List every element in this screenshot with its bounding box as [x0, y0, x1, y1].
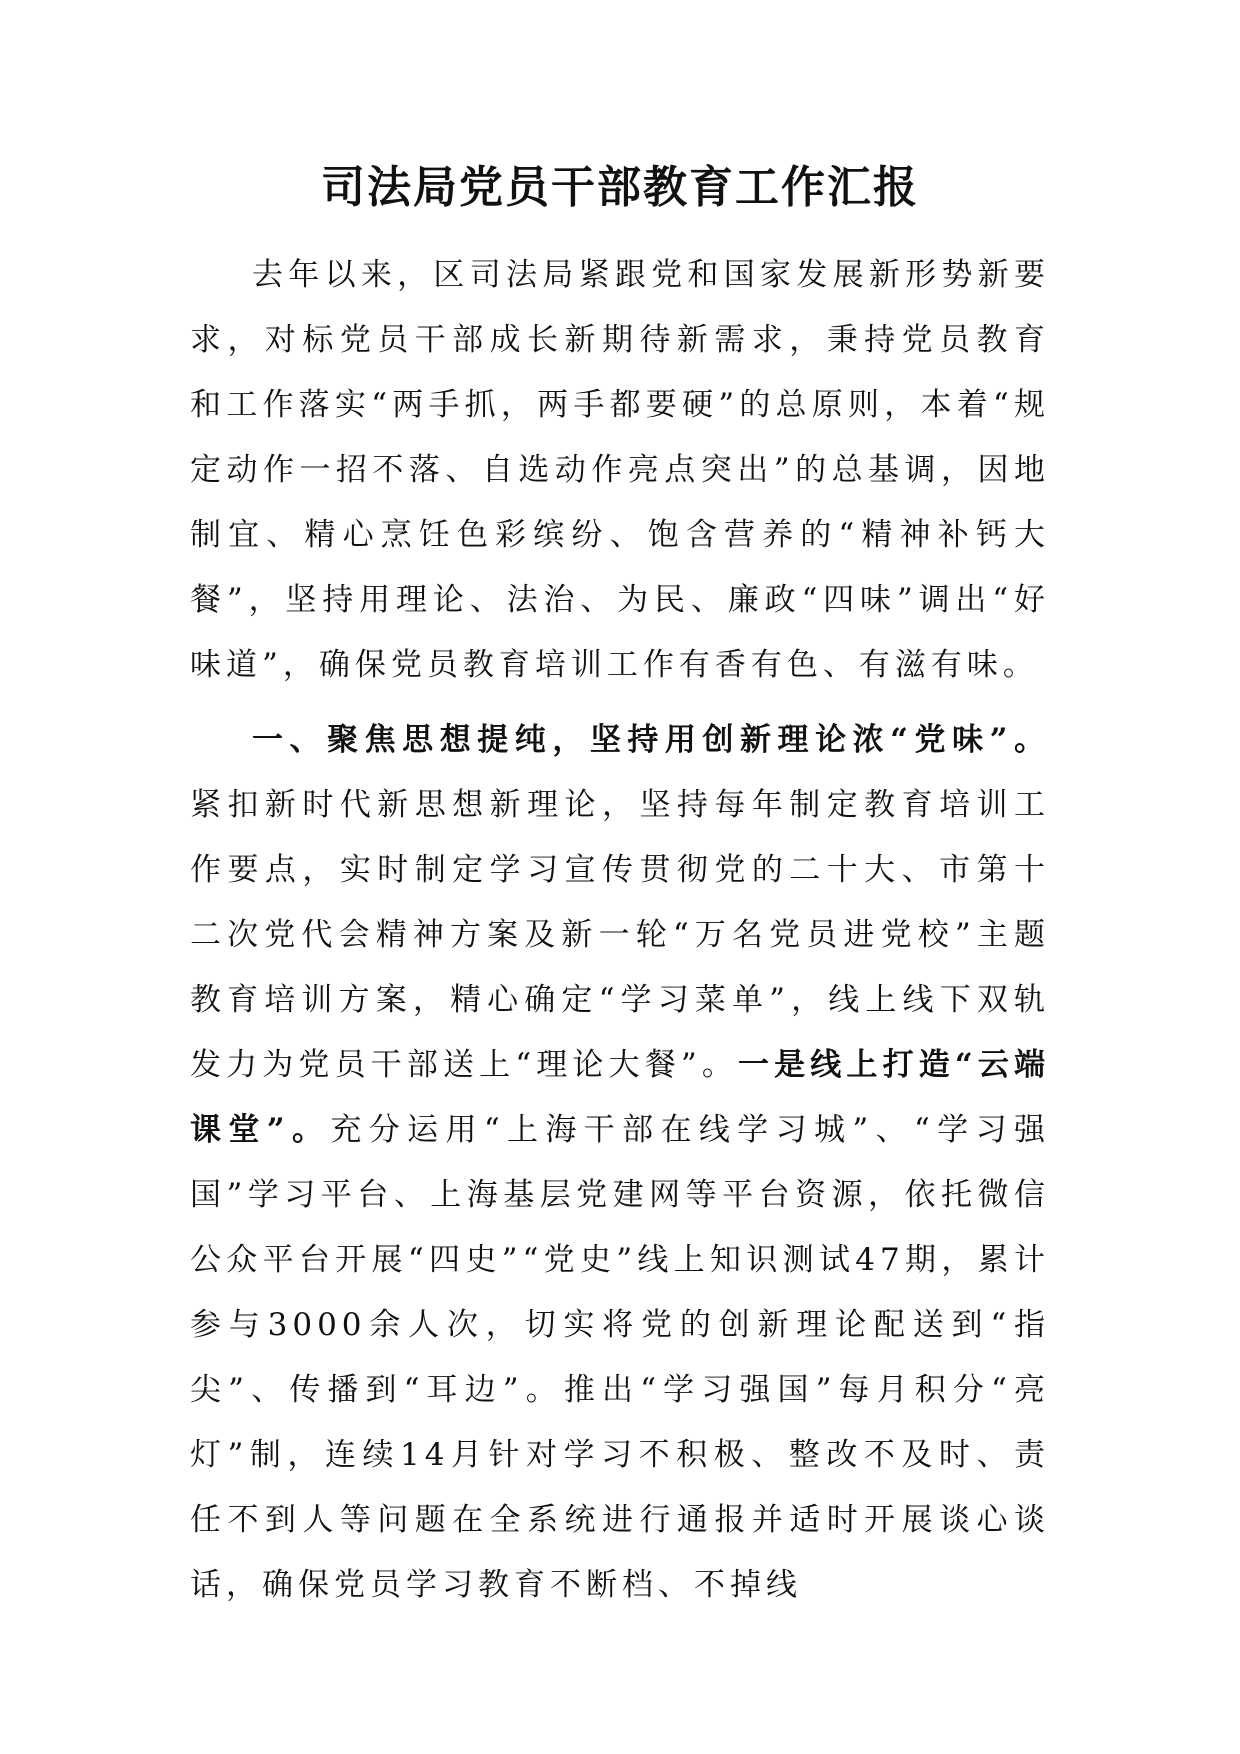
intro-paragraph: 去年以来，区司法局紧跟党和国家发展新形势新要求，对标党员干部成长新期待新需求，秉持党员教育和工作落实“两手抓，两手都要硬”的总原则，本着“规定动作一招不落、自选动作亮点突出”的总基调，因地制宜、精心烹饪色彩缤纷、饱含营养的“精神补钙大餐”，坚持用理论、法治、为民、廉政“四味”调出“好味道”，确保党员教育培训工作有香有色、有滋有味。: [190, 257, 1050, 683]
section-1-heading: 一、聚焦思想提纯，坚持用创新理论浓“党味”。: [252, 722, 1050, 758]
section-1-text-a: 紧扣新时代新思想新理论，坚持每年制定教育培训工作要点，实时制定学习宣传贯彻党的二十大、市第十二次党代会精神方案及新一轮“万名党员进党校”主题教育培训方案，精心确定“学习菜单”，线上线下双轨发力为党员干部送上“理论大餐”。: [190, 787, 1050, 1083]
document-title: 司法局党员干部教育工作汇报: [321, 162, 919, 213]
section-1-paragraph: [190, 708, 1050, 1618]
section-1-text-b: 充分运用“上海干部在线学习城”、“学习强国”学习平台、上海基层党建网等平台资源，依托微信公众平台开展“四史”“党史”线上知识测试47期，累计参与3000余人次，切实将党的创新理论配送到“指尖”、传播到“耳边”。推出“学习强国”每月积分“亮灯”制，连续14月针对学习不积极、整改不及时、责任不到人等问题在全系统进行通报并适时开展谈心谈话，确保党员学习教育不断档、不掉线: [190, 1112, 1050, 1603]
section-1-subheading: 一是线上打造“云端课堂”。: [190, 1047, 1050, 1148]
document-body: [190, 243, 1050, 1618]
